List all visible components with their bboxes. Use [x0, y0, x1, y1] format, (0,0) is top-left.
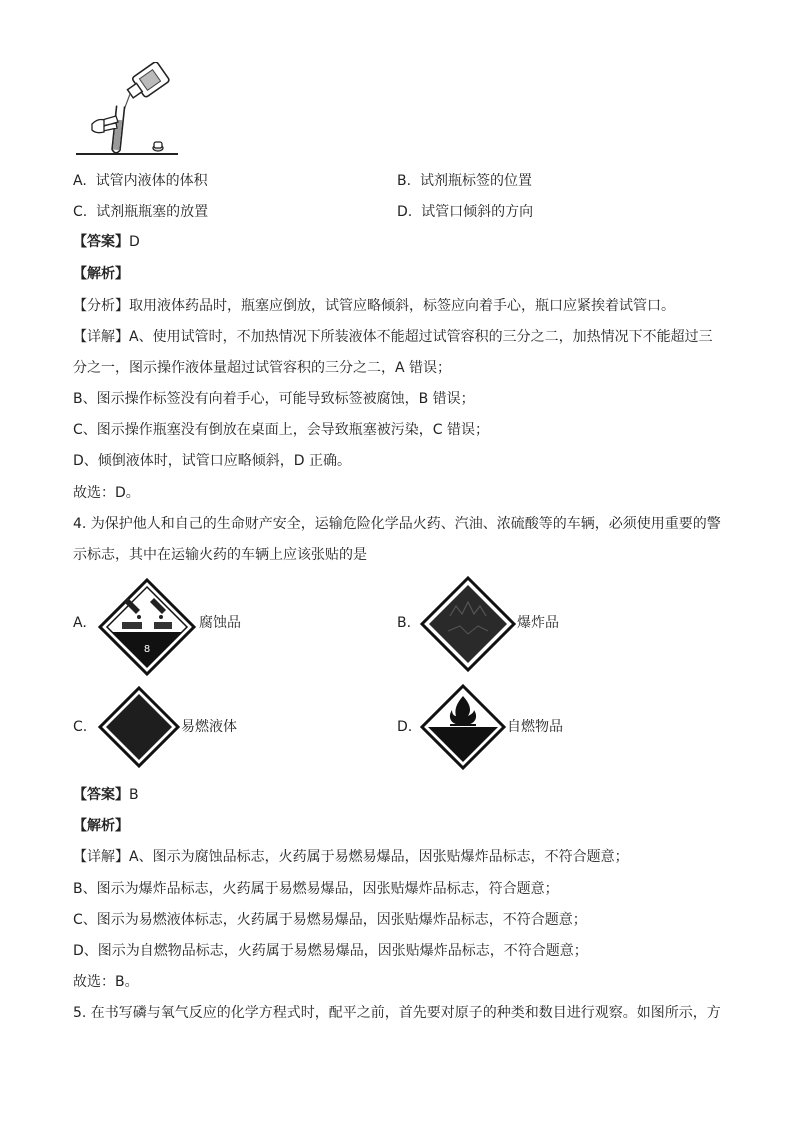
q3-analysis-line: 分之一，图示操作液体量超过试管容积的三分之二，A 错误；	[73, 360, 452, 376]
q4-option-b-letter: B.	[397, 615, 412, 631]
q4-stem: 示标志，其中在运输火药的车辆上应该张贴的是	[73, 547, 367, 563]
option-letter: B.	[397, 173, 412, 189]
flammable-liquid-hazard-icon	[98, 686, 180, 768]
option-letter: D.	[397, 204, 413, 220]
answer-label: 【答案】	[73, 787, 129, 803]
option-text: 试管口倾斜的方向	[421, 204, 534, 220]
q4-analysis-line: B、图示为爆炸品标志，火药属于易燃易爆品，因张贴爆炸品标志，符合题意；	[73, 881, 559, 897]
q4-analysis-line: C、图示为易燃液体标志，火药属于易燃易爆品，因张贴爆炸品标志，不符合题意；	[73, 912, 587, 928]
option-text: 试剂瓶标签的位置	[419, 173, 532, 189]
corrosive-hazard-icon	[98, 578, 196, 676]
option-text: 试管内液体的体积	[95, 173, 208, 189]
spontaneous-combustion-hazard-icon	[420, 684, 506, 770]
q5-stem: 5. 在书写磷与氧气反应的化学方程式时，配平之前，首先要对原子的种类和数目进行观察。如图所示，方	[73, 1005, 721, 1021]
svg-text:8: 8	[143, 644, 151, 655]
q3-option-d	[397, 202, 533, 222]
pouring-liquid-figure	[72, 62, 182, 157]
q3-answer	[73, 232, 140, 252]
q4-option-d-text: 自燃物品	[507, 719, 563, 735]
q3-option-b	[397, 171, 532, 191]
q3-analysis-label: 【解析】	[73, 266, 129, 282]
q3-analysis-line: B、图示操作标签没有向着手心，可能导致标签被腐蚀，B 错误；	[73, 391, 475, 407]
q3-analysis-line: 故选：D。	[73, 485, 140, 501]
explosive-hazard-icon	[420, 576, 516, 672]
q4-option-d-letter: D.	[397, 719, 413, 735]
q4-answer	[73, 785, 139, 805]
option-text: 试剂瓶瓶塞的放置	[96, 204, 209, 220]
q4-analysis-label: 【解析】	[73, 818, 129, 834]
q3-analysis-line: 【详解】A、使用试管时，不加热情况下所装液体不能超过试管容积的三分之二，加热情况下不能超过三	[73, 329, 713, 345]
q4-option-a-text: 腐蚀品	[199, 615, 241, 631]
answer-label: 【答案】	[73, 234, 129, 250]
answer-value: D	[129, 234, 140, 250]
q4-analysis-line: 故选：B。	[73, 974, 139, 990]
q4-option-a-letter: A.	[73, 615, 87, 631]
q3-analysis-line: 【分析】取用液体药品时，瓶塞应倒放，试管应略倾斜，标签应向着手心，瓶口应紧挨着试管口。	[73, 298, 675, 314]
q3-analysis-line: D、倾倒液体时，试管口应略倾斜，D 正确。	[73, 453, 352, 469]
option-letter: C.	[73, 204, 88, 220]
q4-option-b-text: 爆炸品	[517, 615, 559, 631]
q4-stem: 4. 为保护他人和自己的生命财产安全，运输危险化学品火药、汽油、浓硫酸等的车辆，必须使用重要的警	[73, 516, 721, 532]
option-letter: A.	[73, 173, 87, 189]
answer-value: B	[129, 787, 139, 803]
q4-option-c-text: 易燃液体	[181, 719, 237, 735]
q3-option-c	[73, 202, 208, 222]
q3-analysis-line: C、图示操作瓶塞没有倒放在桌面上，会导致瓶塞被污染，C 错误；	[73, 422, 489, 438]
q3-option-a	[73, 171, 208, 191]
q4-analysis-line: 【详解】A、图示为腐蚀品标志，火药属于易燃易爆品，因张贴爆炸品标志，不符合题意；	[73, 849, 629, 865]
q4-analysis-line: D、图示为自燃物品标志，火药属于易燃易爆品，因张贴爆炸品标志，不符合题意；	[73, 943, 588, 959]
q4-option-c-letter: C.	[73, 719, 88, 735]
